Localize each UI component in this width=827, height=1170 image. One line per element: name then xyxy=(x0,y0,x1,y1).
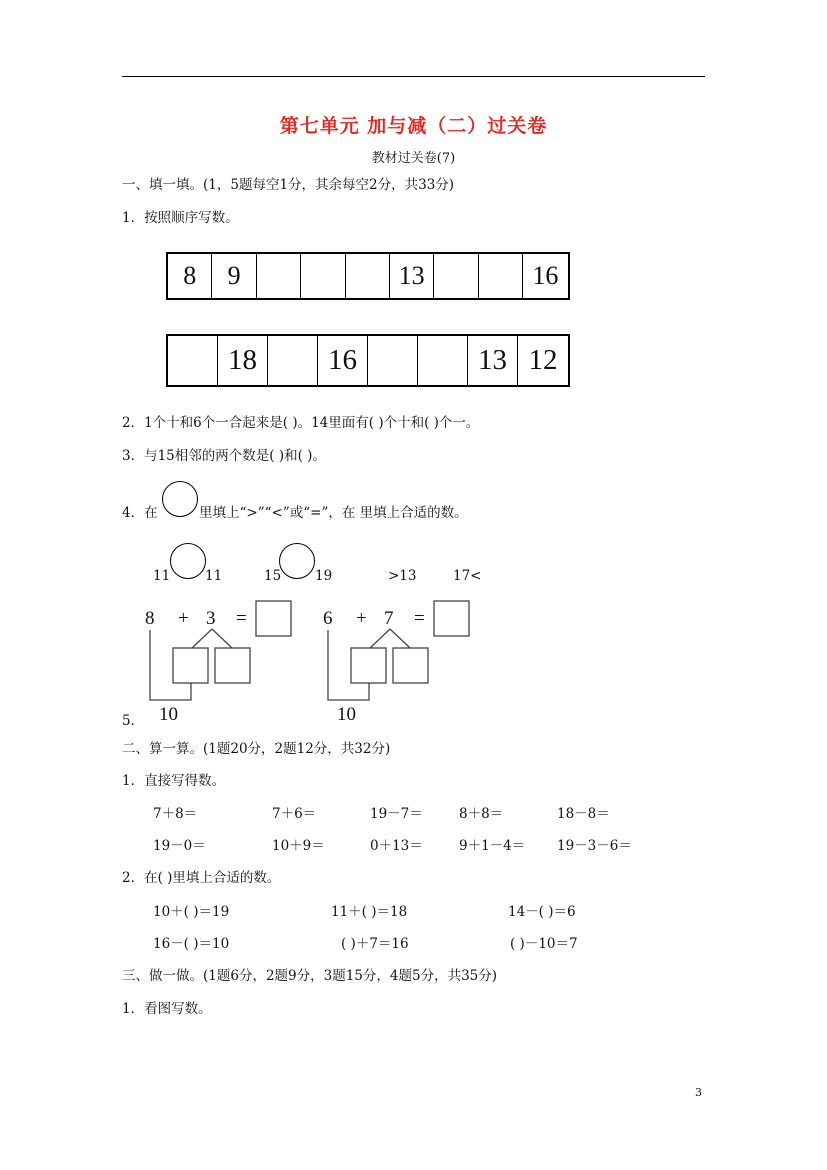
calc-item: 0＋13＝ xyxy=(370,838,423,854)
compare-circle-b[interactable] xyxy=(279,543,315,579)
section1-heading: 一、填一填。(1，5题每空1分，其余每空2分，共33分) xyxy=(122,177,455,193)
fill-item: ( )＋7＝16 xyxy=(341,936,409,952)
section2-heading: 二、算一算。(1题20分，2题12分，共32分) xyxy=(122,741,391,757)
fill-item: 16－( )＝10 xyxy=(153,936,230,952)
sequence-cell[interactable] xyxy=(368,336,418,385)
page-number: 3 xyxy=(695,1086,702,1099)
section3-heading: 三、做一做。(1题6分，2题9分，3题15分，4题5分，共35分) xyxy=(122,968,498,984)
header-rule xyxy=(122,76,705,77)
page-subtitle: 教材过关卷(7) xyxy=(371,151,456,166)
sequence-cell[interactable] xyxy=(434,254,478,298)
sequence-cell[interactable]: 13 xyxy=(468,336,518,385)
sequence-cell[interactable] xyxy=(479,254,523,298)
diagram1-b: 3 xyxy=(206,608,216,629)
diagram2-ten: 10 xyxy=(337,704,356,725)
calc-item: 19－7＝ xyxy=(370,806,423,822)
compare-c: >13 xyxy=(388,568,417,584)
diagram2-b: 7 xyxy=(384,608,394,629)
s1-q4-number: 4．在 xyxy=(122,505,158,521)
calc-item: 8＋8＝ xyxy=(459,806,504,822)
compare-circle-a[interactable] xyxy=(170,543,206,579)
calc-item: 9＋1－4＝ xyxy=(459,838,526,854)
compare-a-left: 11 xyxy=(153,568,171,584)
number-sequence-row-1 xyxy=(166,252,570,300)
fill-item: ( )－10＝7 xyxy=(510,936,578,952)
sequence-cell[interactable] xyxy=(418,336,468,385)
calc-item: 7＋6＝ xyxy=(272,806,317,822)
compare-a-right: 11 xyxy=(205,568,223,584)
calc-item: 19－0＝ xyxy=(153,838,206,854)
sequence-cell[interactable] xyxy=(346,254,390,298)
compare-d: 17< xyxy=(453,568,482,584)
fill-item: 11＋( )＝18 xyxy=(331,904,408,920)
diagram1-split-box-1[interactable] xyxy=(173,648,208,683)
compare-b-left: 15 xyxy=(264,568,282,584)
make-ten-diagrams xyxy=(140,596,500,726)
sequence-cell[interactable] xyxy=(268,336,318,385)
diagram2-answer-box[interactable] xyxy=(434,601,469,636)
sequence-cell[interactable]: 16 xyxy=(532,261,559,290)
sequence-cell[interactable]: 9 xyxy=(212,254,256,298)
s1-q5-number: 5． xyxy=(122,713,145,729)
diagram2-split-box-1[interactable] xyxy=(351,648,386,683)
s3-q1: 1．看图写数。 xyxy=(122,1001,212,1017)
fill-item: 10＋( )＝19 xyxy=(153,904,230,920)
sequence-cell[interactable]: 12 xyxy=(528,344,558,376)
s2-q1: 1．直接写得数。 xyxy=(122,773,226,789)
diagram2-a: 6 xyxy=(323,608,333,629)
sequence-cell[interactable]: 16 xyxy=(318,336,368,385)
calc-item: 7＋8＝ xyxy=(153,806,198,822)
page-title: 第七单元 加与减（二）过关卷 xyxy=(279,115,548,137)
sequence-cell[interactable]: 13 xyxy=(390,254,434,298)
fill-item: 14－( )＝6 xyxy=(508,904,576,920)
s1-q3: 3．与15相邻的两个数是( )和( )。 xyxy=(122,448,326,464)
circle-icon xyxy=(162,481,198,517)
calc-item: 18－8＝ xyxy=(557,806,610,822)
diagram1-split-box-2[interactable] xyxy=(215,648,250,683)
s1-q4-text: 里填上“>”“<”或“=”，在 里填上合适的数。 xyxy=(199,505,468,521)
diagram1-eq: = xyxy=(236,608,247,629)
diagram1-a: 8 xyxy=(145,608,155,629)
diagram2-split-box-2[interactable] xyxy=(393,648,428,683)
s1-q2: 2．1个十和6个一合起来是( )。14里面有( )个十和( )个一。 xyxy=(122,415,480,431)
diagram1-answer-box[interactable] xyxy=(256,601,291,636)
sequence-cell[interactable] xyxy=(301,254,345,298)
sequence-cell[interactable]: 8 xyxy=(168,254,212,298)
sequence-cell[interactable] xyxy=(168,336,218,385)
sequence-cell[interactable] xyxy=(257,254,301,298)
compare-b-right: 19 xyxy=(315,568,333,584)
sequence-cell[interactable]: 18 xyxy=(218,336,268,385)
diagram2-op: + xyxy=(356,608,367,629)
number-sequence-row-2 xyxy=(166,334,570,387)
calc-item: 10＋9＝ xyxy=(272,838,325,854)
calc-item: 19－3－6＝ xyxy=(557,838,632,854)
diagram1-op: + xyxy=(178,608,189,629)
diagram2-eq: = xyxy=(414,608,425,629)
s1-q1: 1．按照顺序写数。 xyxy=(122,210,239,226)
s2-q2: 2．在( )里填上合适的数。 xyxy=(122,870,281,886)
diagram1-ten: 10 xyxy=(159,704,178,725)
